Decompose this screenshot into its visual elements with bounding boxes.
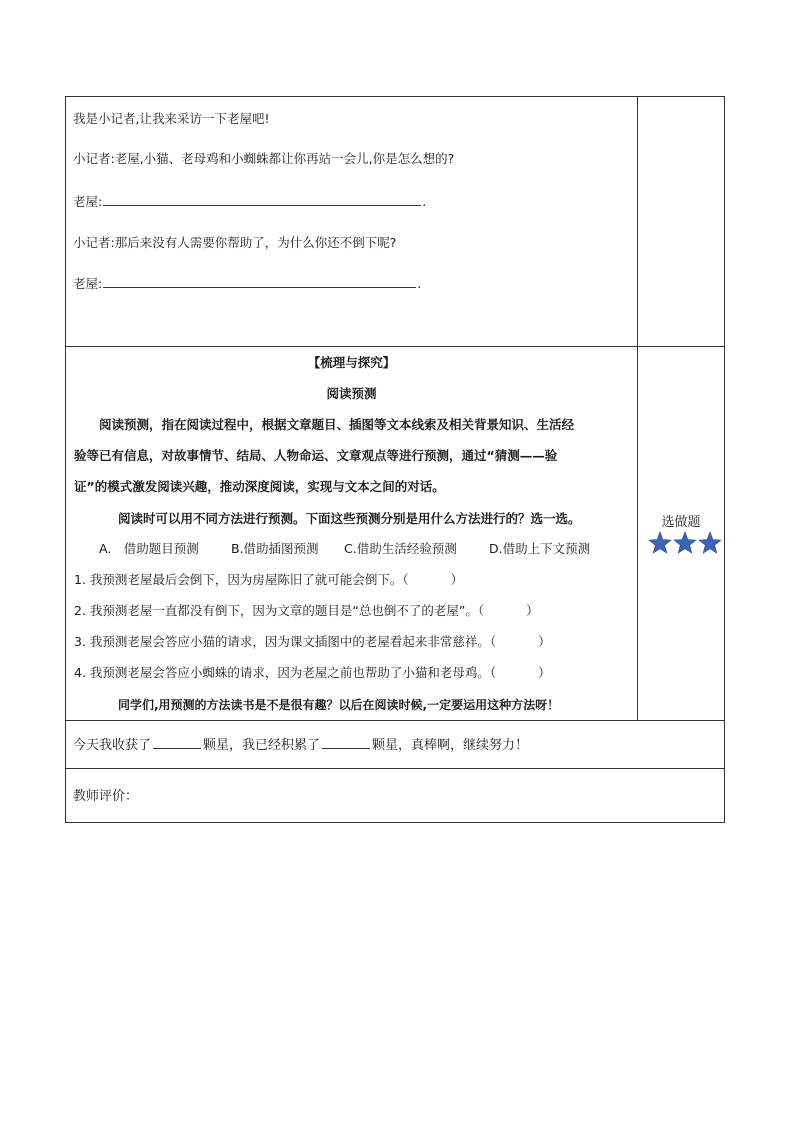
explore-cell <box>66 347 638 721</box>
star-icon <box>648 531 672 555</box>
closing-remark: 同学们,用预测的方法读书是不是很有趣？以后在阅读时候,一定要运用这种方法呀！ <box>118 698 560 712</box>
summary-cell <box>66 721 725 769</box>
section-heading: 【梳理与探究】 <box>307 355 396 370</box>
answer-label: 老屋: <box>73 276 103 291</box>
answer-blank-1[interactable] <box>103 193 421 206</box>
option-b: B.借助插图预测 <box>231 541 319 556</box>
stars-earned-blank[interactable] <box>153 736 201 749</box>
option-c: C.借助生活经验预测 <box>344 541 457 556</box>
worksheet <box>65 96 724 823</box>
definition-line-3: 证”的模式激发阅读兴趣，推动深度阅读，实现与文本之间的对话。 <box>74 479 445 494</box>
star-rating <box>648 531 722 555</box>
optional-question-label: 选做题 <box>661 515 701 530</box>
definition-line-1: 阅读预测，指在阅读过程中，根据文章题目、插图等文本线索及相关背景知识、生活经 <box>99 417 575 432</box>
question-item: 3. 我预测老屋会答应小猫的请求，因为课文插图中的老屋看起来非常慈祥。（ ） <box>74 634 551 649</box>
answer-blank-2[interactable] <box>103 275 416 288</box>
interview-row <box>66 97 725 347</box>
star-icon <box>673 531 697 555</box>
star-icon <box>698 531 722 555</box>
reporter-question-2: 小记者:那后来没有人需要你帮助了，为什么你还不倒下呢? <box>73 235 397 250</box>
teacher-cell <box>66 769 725 823</box>
instruction: 阅读时可以用不同方法进行预测。下面这些预测分别是用什么方法进行的？选一选。 <box>118 511 581 526</box>
option-d: D.借助上下文预测 <box>489 541 591 556</box>
summary-row <box>66 721 725 769</box>
interview-cell <box>66 97 638 347</box>
house-answer-1: 老屋: . <box>73 194 427 209</box>
worksheet-table <box>65 96 725 823</box>
house-answer-2: 老屋: . <box>73 276 422 291</box>
side-cell-empty <box>638 97 725 347</box>
summary-line: 今天我收获了 颗星，我已经积累了 颗星，真棒啊，继续努力！ <box>73 738 529 753</box>
question-item: 4. 我预测老屋会答应小蜘蛛的请求，因为老屋之前也帮助了小猫和老母鸡。（ ） <box>74 665 551 680</box>
section-subheading: 阅读预测 <box>326 386 377 401</box>
option-a: A. 借助题目预测 <box>99 541 199 556</box>
explore-row <box>66 347 725 721</box>
stars-total-blank[interactable] <box>322 736 370 749</box>
definition-line-2: 验等已有信息，对故事情节、结局、人物命运、文章观点等进行预测，通过“猜测——验 <box>74 448 558 463</box>
interview-intro: 我是小记者,让我来采访一下老屋吧! <box>73 111 270 126</box>
question-item: 1. 我预测老屋最后会倒下，因为房屋陈旧了就可能会倒下。（ ） <box>74 572 464 587</box>
teacher-row <box>66 769 725 823</box>
question-item: 2. 我预测老屋一直都没有倒下，因为文章的题目是“总也倒不了的老屋”。（ ） <box>74 603 539 618</box>
reporter-question-1: 小记者:老屋,小猫、老母鸡和小蜘蛛都让你再站一会儿,你是怎么想的? <box>73 151 455 166</box>
side-cell-optional <box>638 347 725 721</box>
answer-label: 老屋: <box>73 194 103 209</box>
teacher-evaluation-label: 教师评价： <box>73 789 139 804</box>
